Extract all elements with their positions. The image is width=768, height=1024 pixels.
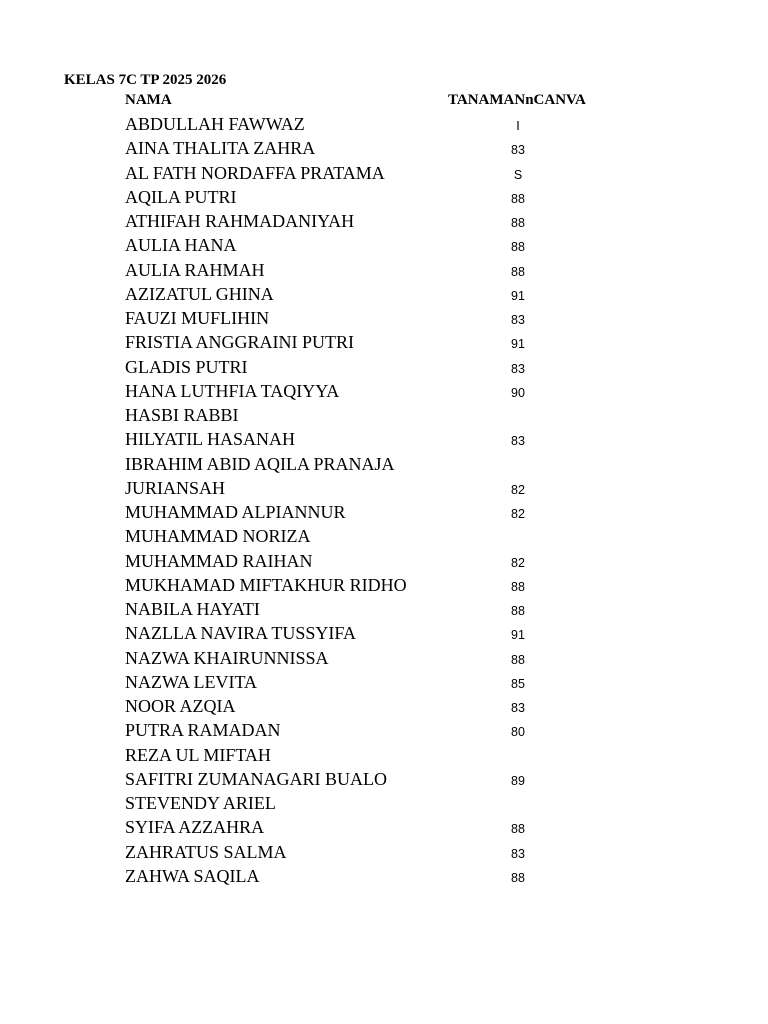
- table-row: [0, 258, 768, 282]
- table-row: [0, 864, 768, 888]
- student-name: PUTRA RAMADAN: [125, 720, 281, 741]
- student-name: NABILA HAYATI: [125, 599, 260, 619]
- student-name: ZAHWA SAQILA: [125, 865, 260, 886]
- table-row: [0, 524, 768, 548]
- table-row: [0, 840, 768, 864]
- table-row: [0, 597, 768, 621]
- student-name: MUKHAMAD MIFTAKHUR RIDHO: [125, 574, 407, 595]
- table-row: [0, 670, 768, 694]
- table-row: [0, 355, 768, 379]
- student-name: ATHIFAH RAHMADANIYAH: [125, 211, 355, 231]
- student-score: 83: [511, 701, 525, 715]
- table-row: [0, 282, 768, 306]
- student-score: 85: [511, 676, 525, 691]
- student-name: AULIA RAHMAH: [125, 259, 265, 280]
- student-name: HASBI RABBI: [125, 405, 239, 425]
- student-score: 88: [511, 652, 525, 667]
- student-name: STEVENDY ARIEL: [125, 793, 276, 813]
- student-score: 82: [511, 507, 525, 521]
- student-name: ZAHRATUS SALMA: [125, 841, 287, 862]
- student-name: SAFITRI ZUMANAGARI BUALO: [125, 768, 388, 789]
- student-score: 88: [511, 822, 525, 837]
- student-score: 83: [511, 361, 525, 376]
- table-row: [0, 136, 768, 160]
- student-name: AULIA HANA: [125, 235, 237, 256]
- column-header-name: NAMA: [125, 92, 172, 108]
- class-title: KELAS 7C TP 2025 2026: [64, 72, 227, 88]
- table-row: [0, 767, 768, 791]
- table-row: [0, 112, 768, 136]
- student-name: NAZWA LEVITA: [125, 671, 258, 692]
- student-score: 91: [511, 628, 525, 643]
- student-name: IBRAHIM ABID AQILA PRANAJA: [125, 453, 395, 474]
- student-table-body: [0, 112, 768, 888]
- student-name: ABDULLAH FAWWAZ: [125, 114, 305, 134]
- student-score: 83: [511, 143, 525, 158]
- student-name: HILYATIL HASANAH: [125, 429, 296, 450]
- student-score: 88: [511, 264, 525, 279]
- student-name: FRISTIA ANGGRAINI PUTRI: [125, 332, 355, 353]
- column-header-score: TANAMANnCANVA: [448, 92, 586, 108]
- table-row: [0, 185, 768, 209]
- student-name: AZIZATUL GHINA: [125, 283, 274, 304]
- student-name: AQILA PUTRI: [125, 186, 237, 207]
- student-name: MUHAMMAD ALPIANNUR: [125, 502, 346, 522]
- student-name: SYIFA AZZAHRA: [125, 817, 265, 838]
- student-score: 88: [511, 191, 525, 206]
- table-row: [0, 403, 768, 427]
- table-row: [0, 549, 768, 573]
- table-row: [0, 815, 768, 839]
- student-name: GLADIS PUTRI: [125, 356, 248, 377]
- student-score: 83: [511, 846, 525, 861]
- table-row: [0, 233, 768, 257]
- student-name: FAUZI MUFLIHIN: [125, 308, 270, 328]
- student-name: NAZLLA NAVIRA TUSSYIFA: [125, 623, 357, 644]
- student-name: JURIANSAH: [125, 477, 226, 498]
- student-score: 83: [511, 313, 525, 327]
- table-row: [0, 306, 768, 330]
- student-score: 80: [511, 725, 525, 740]
- table-row: [0, 209, 768, 233]
- student-name: NOOR AZQIA: [125, 696, 236, 716]
- table-row: [0, 694, 768, 718]
- student-score: 89: [511, 773, 525, 788]
- table-row: [0, 718, 768, 742]
- student-score: 88: [511, 579, 525, 594]
- student-score: 82: [511, 555, 525, 570]
- student-score: 88: [511, 240, 525, 255]
- student-score: 91: [511, 288, 525, 303]
- table-row: [0, 500, 768, 524]
- student-score: 90: [511, 385, 525, 400]
- table-row: [0, 476, 768, 500]
- student-name: NAZWA KHAIRUNNISSA: [125, 647, 329, 668]
- student-name: MUHAMMAD RAIHAN: [125, 550, 313, 571]
- table-row: [0, 427, 768, 451]
- student-score: S: [513, 167, 523, 182]
- table-header-row: [0, 90, 768, 110]
- student-name: REZA UL MIFTAH: [125, 744, 271, 765]
- table-row: [0, 646, 768, 670]
- student-name: AINA THALITA ZAHRA: [125, 138, 316, 159]
- student-score: I: [516, 119, 520, 133]
- table-row: [0, 161, 768, 185]
- table-row: [0, 452, 768, 476]
- table-row: [0, 743, 768, 767]
- student-score: 82: [511, 482, 525, 497]
- student-score: 88: [511, 216, 525, 230]
- table-row: [0, 791, 768, 815]
- student-score: 88: [511, 604, 525, 618]
- student-score: 83: [511, 434, 525, 449]
- student-name: HANA LUTHFIA TAQIYYA: [125, 380, 340, 401]
- table-row: [0, 379, 768, 403]
- student-name: AL FATH NORDAFFA PRATAMA: [125, 162, 385, 183]
- table-row: [0, 621, 768, 645]
- student-score: 88: [511, 870, 525, 885]
- student-score: 91: [511, 337, 525, 352]
- student-name: MUHAMMAD NORIZA: [125, 526, 311, 547]
- table-row: [0, 330, 768, 354]
- table-row: [0, 573, 768, 597]
